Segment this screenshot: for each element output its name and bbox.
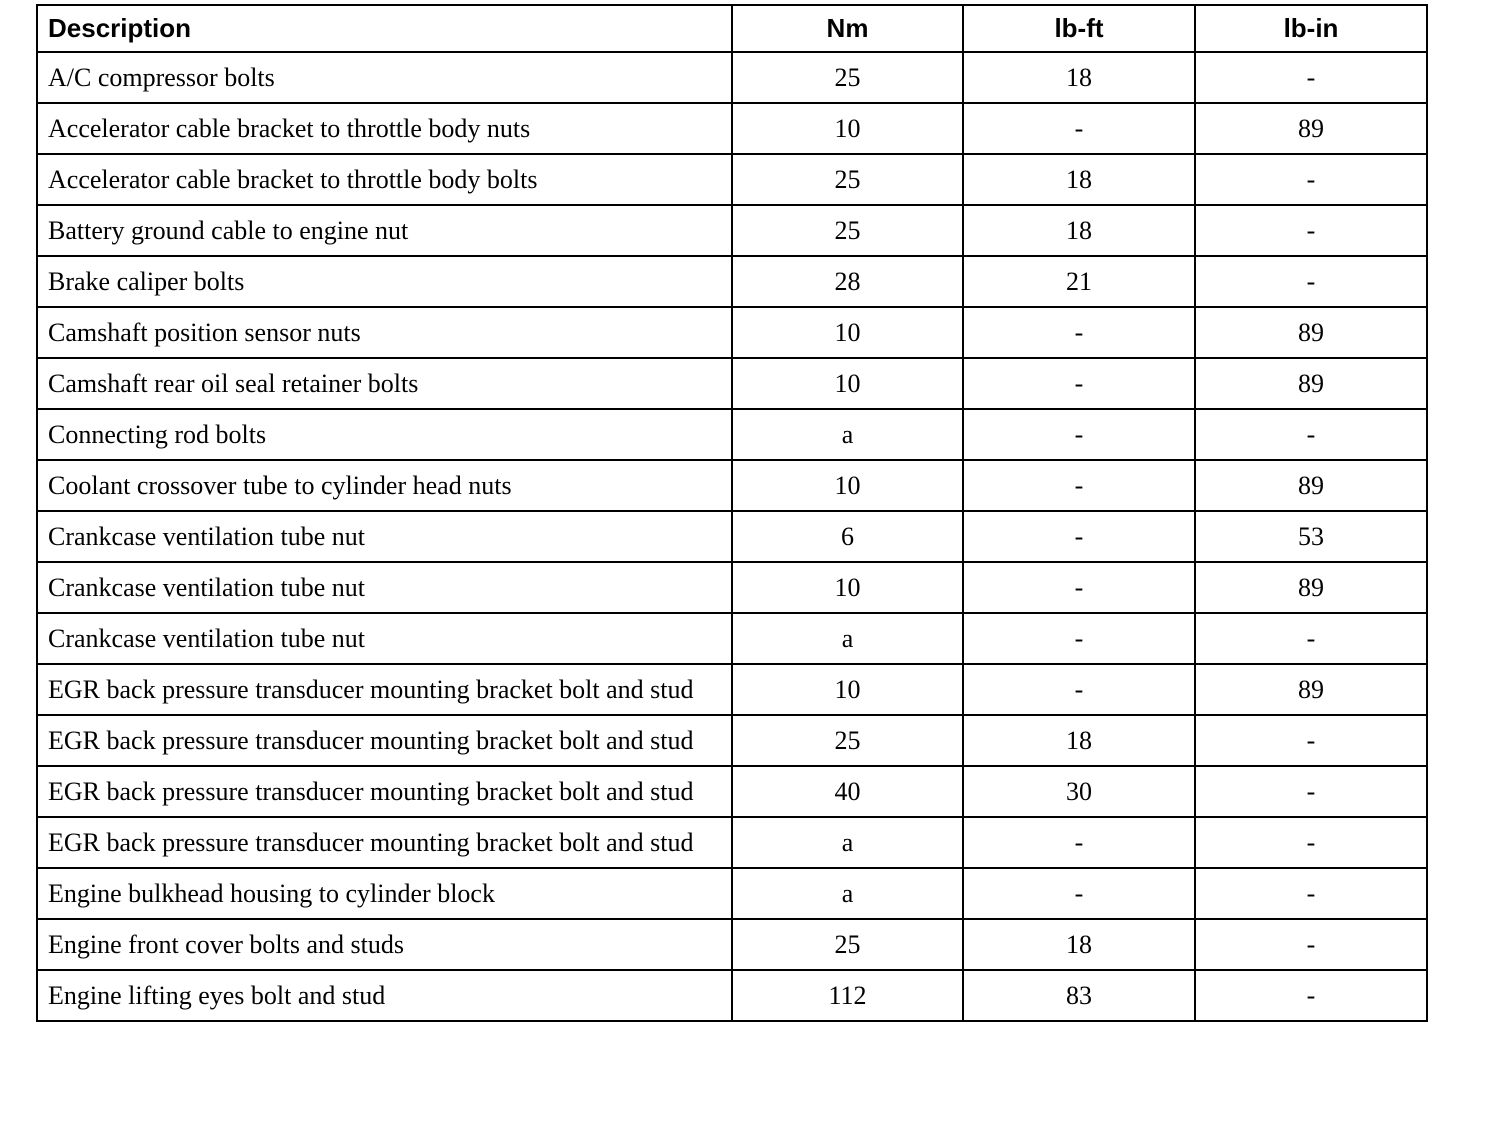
cell-lb-in: -: [1195, 817, 1427, 868]
cell-description: EGR back pressure transducer mounting bracket bolt and stud: [37, 664, 732, 715]
table-row: [37, 103, 1427, 154]
table-row: [37, 256, 1427, 307]
cell-lb-ft: -: [963, 511, 1195, 562]
cell-lb-in: -: [1195, 970, 1427, 1021]
cell-nm: a: [732, 817, 963, 868]
table-row: [37, 919, 1427, 970]
cell-nm: 25: [732, 715, 963, 766]
cell-lb-in: 89: [1195, 103, 1427, 154]
cell-lb-ft: 18: [963, 52, 1195, 103]
cell-lb-ft: 30: [963, 766, 1195, 817]
cell-lb-ft: -: [963, 460, 1195, 511]
cell-lb-ft: 18: [963, 715, 1195, 766]
cell-nm: 112: [732, 970, 963, 1021]
cell-lb-ft: 18: [963, 205, 1195, 256]
table-row: [37, 511, 1427, 562]
table-row: [37, 205, 1427, 256]
cell-lb-ft: 83: [963, 970, 1195, 1021]
cell-description: EGR back pressure transducer mounting bracket bolt and stud: [37, 715, 732, 766]
cell-description: Accelerator cable bracket to throttle body nuts: [37, 103, 732, 154]
table-row: [37, 613, 1427, 664]
table-row: [37, 817, 1427, 868]
cell-lb-ft: -: [963, 409, 1195, 460]
cell-lb-in: -: [1195, 919, 1427, 970]
table-row: [37, 154, 1427, 205]
cell-nm: 10: [732, 562, 963, 613]
cell-lb-ft: -: [963, 817, 1195, 868]
table-row: [37, 409, 1427, 460]
table-body: [37, 52, 1427, 1021]
cell-lb-in: -: [1195, 715, 1427, 766]
cell-lb-ft: -: [963, 103, 1195, 154]
table-row: [37, 970, 1427, 1021]
cell-nm: 6: [732, 511, 963, 562]
cell-description: Battery ground cable to engine nut: [37, 205, 732, 256]
cell-description: A/C compressor bolts: [37, 52, 732, 103]
table-row: [37, 664, 1427, 715]
cell-lb-ft: -: [963, 613, 1195, 664]
cell-lb-ft: -: [963, 664, 1195, 715]
cell-lb-ft: -: [963, 562, 1195, 613]
cell-lb-in: -: [1195, 409, 1427, 460]
cell-nm: 25: [732, 52, 963, 103]
column-header-description: Description: [37, 5, 732, 52]
cell-nm: 10: [732, 358, 963, 409]
cell-description: Connecting rod bolts: [37, 409, 732, 460]
cell-lb-in: -: [1195, 256, 1427, 307]
cell-lb-in: 89: [1195, 307, 1427, 358]
table-row: [37, 715, 1427, 766]
table-row: [37, 358, 1427, 409]
cell-description: EGR back pressure transducer mounting bracket bolt and stud: [37, 766, 732, 817]
cell-lb-in: 89: [1195, 664, 1427, 715]
cell-lb-in: -: [1195, 868, 1427, 919]
cell-lb-in: -: [1195, 205, 1427, 256]
cell-nm: a: [732, 868, 963, 919]
cell-lb-ft: 18: [963, 154, 1195, 205]
cell-nm: 10: [732, 664, 963, 715]
cell-description: Coolant crossover tube to cylinder head nuts: [37, 460, 732, 511]
cell-lb-in: 89: [1195, 562, 1427, 613]
cell-lb-ft: -: [963, 358, 1195, 409]
cell-lb-in: 53: [1195, 511, 1427, 562]
cell-description: Crankcase ventilation tube nut: [37, 613, 732, 664]
cell-lb-in: 89: [1195, 358, 1427, 409]
cell-lb-ft: -: [963, 307, 1195, 358]
cell-nm: a: [732, 613, 963, 664]
cell-lb-ft: -: [963, 868, 1195, 919]
cell-nm: 10: [732, 460, 963, 511]
cell-nm: 40: [732, 766, 963, 817]
table-row: [37, 460, 1427, 511]
column-header-nm: Nm: [732, 5, 963, 52]
cell-lb-in: 89: [1195, 460, 1427, 511]
cell-description: Camshaft position sensor nuts: [37, 307, 732, 358]
header-row: [37, 5, 1427, 52]
cell-nm: 10: [732, 307, 963, 358]
cell-description: Camshaft rear oil seal retainer bolts: [37, 358, 732, 409]
torque-specification-table: [36, 4, 1428, 1022]
cell-lb-in: -: [1195, 154, 1427, 205]
cell-description: Engine front cover bolts and studs: [37, 919, 732, 970]
cell-description: Accelerator cable bracket to throttle body bolts: [37, 154, 732, 205]
table-row: [37, 562, 1427, 613]
cell-lb-in: -: [1195, 766, 1427, 817]
cell-nm: a: [732, 409, 963, 460]
cell-description: Crankcase ventilation tube nut: [37, 511, 732, 562]
cell-nm: 28: [732, 256, 963, 307]
cell-description: Engine bulkhead housing to cylinder block: [37, 868, 732, 919]
table-header: [37, 5, 1427, 52]
cell-nm: 10: [732, 103, 963, 154]
table-row: [37, 868, 1427, 919]
table-row: [37, 52, 1427, 103]
table-row: [37, 307, 1427, 358]
cell-description: EGR back pressure transducer mounting bracket bolt and stud: [37, 817, 732, 868]
cell-lb-ft: 18: [963, 919, 1195, 970]
table-row: [37, 766, 1427, 817]
cell-lb-ft: 21: [963, 256, 1195, 307]
cell-lb-in: -: [1195, 613, 1427, 664]
cell-nm: 25: [732, 919, 963, 970]
cell-description: Brake caliper bolts: [37, 256, 732, 307]
column-header-lb-in: lb-in: [1195, 5, 1427, 52]
column-header-lb-ft: lb-ft: [963, 5, 1195, 52]
cell-nm: 25: [732, 205, 963, 256]
cell-nm: 25: [732, 154, 963, 205]
cell-description: Engine lifting eyes bolt and stud: [37, 970, 732, 1021]
cell-description: Crankcase ventilation tube nut: [37, 562, 732, 613]
cell-lb-in: -: [1195, 52, 1427, 103]
